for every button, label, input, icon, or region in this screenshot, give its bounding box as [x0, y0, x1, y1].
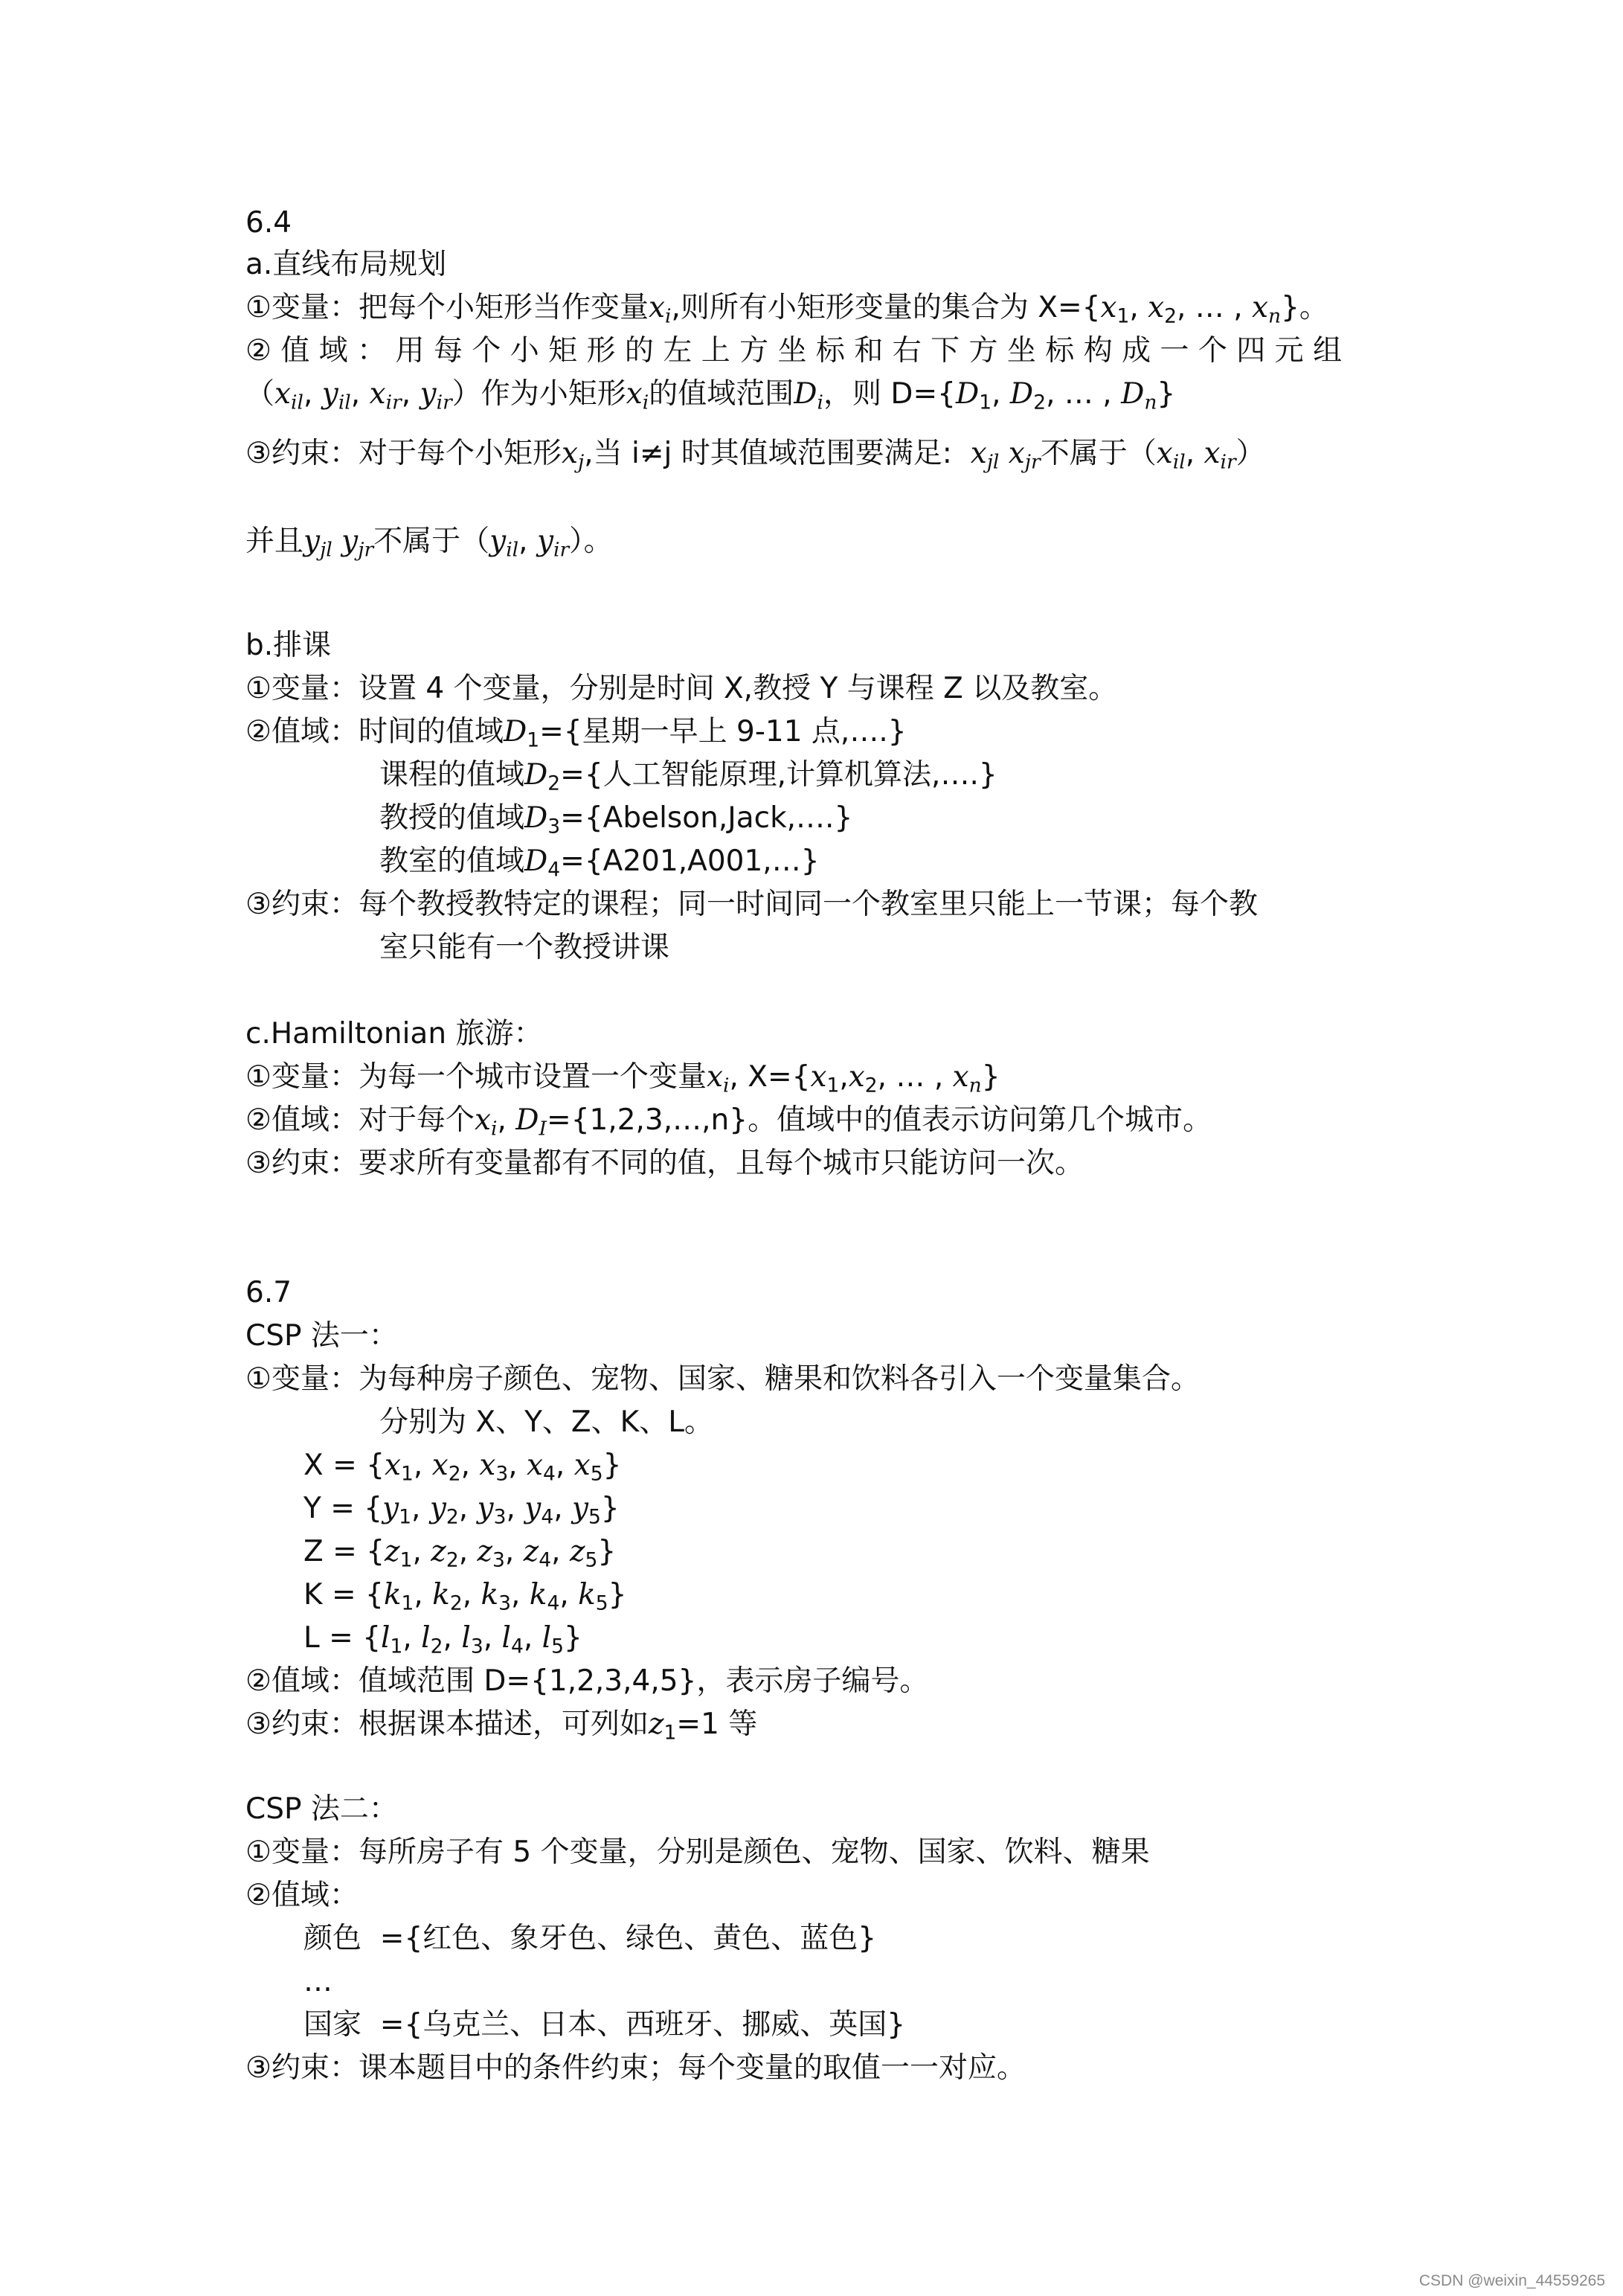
text-line: $L = \{l_1$, $l_2$, $l_3$, $l_4$, $l_5$}: [303, 1621, 582, 1658]
text-line: a.直线布局规划: [245, 248, 447, 281]
text-line: 6.7: [245, 1276, 292, 1309]
text-line: ②值域：: [245, 1879, 359, 1912]
text-line: 教授的值域$D_3=\{Abelson,Jack,\dots.\}$: [379, 801, 853, 838]
text-line: ①变量：把每个小矩形当作变量$x_i$,则所有小矩形变量的集合为 $X=\{x_1$, $x_2$, … , $x_n$}。: [245, 291, 1328, 328]
text-line: $Z = \{z_1$, $z_2$, $z_3$, $z_4$, $z_5$}: [303, 1535, 617, 1572]
text-line: 并且$y_{jl}$ $y_{jr}$不属于（$y_{il}$, $y_{ir}$）。: [245, 525, 613, 562]
text-line: $K = \{k_1$, $k_2$, $k_3$, $k_4$, $k_5$}: [303, 1578, 627, 1615]
text-line: 教室的值域$D_4=\{A201,A001,\dots\}$: [379, 844, 820, 882]
text-line: 颜色 ={红色、象牙色、绿色、黄色、蓝色}: [303, 1922, 877, 1955]
text-line: 课程的值域$D_2=${人工智能原理,计算机算法,….}: [379, 758, 997, 795]
text-line: b.排课: [245, 629, 332, 662]
text-line: 6.4: [245, 206, 292, 240]
text-line: ③约束：要求所有变量都有不同的值，且每个城市只能访问一次。: [245, 1147, 1084, 1180]
text-line: ①变量：为每一个城市设置一个变量$x_i$, $X=\{x_1,x_2$, … , $x_n$}: [245, 1060, 1000, 1097]
text-line: $Y = \{y_1$, $y_2$, $y_3$, $y_4$, $y_5$}: [303, 1492, 620, 1529]
text-line: 分别为 X、Y、Z、K、L。: [379, 1405, 713, 1439]
text-line: （$x_{il}$, $y_{il}$, $x_{ir}$, $y_{ir}$）作为小矩形$x_i$的值域范围$D_i$，则 $D=\{D_1$, $D_2$, … , $D_n$}: [245, 377, 1176, 414]
text-line: ①变量：为每种房子颜色、宠物、国家、糖果和饮料各引入一个变量集合。: [245, 1362, 1200, 1396]
text-line: CSP 法二：: [245, 1792, 398, 1826]
csdn-watermark: CSDN @weixin_44559265: [1418, 2272, 1605, 2289]
text-line: ③约束：根据课本描述，可列如$z_1=1$ 等: [245, 1707, 758, 1745]
text-line: c.Hamiltonian 旅游：: [245, 1017, 543, 1051]
text-line: ①变量：每所房子有 5 个变量，分别是颜色、宠物、国家、饮料、糖果: [245, 1835, 1150, 1869]
text-line: …: [303, 1965, 332, 1998]
text-line: 室只能有一个教授讲课: [379, 931, 670, 964]
text-line: ③约束：对于每个小矩形$x_j$,当 i≠j 时其值域范围要满足: $x_{jl}$ $x_{jr}$不属于（$x_{il}$, $x_{ir}$）: [245, 437, 1265, 474]
text-line: ② 值 域 ： 用 每 个 小 矩 形 的 左 上 方 坐 标 和 右 下 方 坐 标 构 成 一 个 四 元 组: [245, 334, 1343, 368]
text-line: CSP 法一：: [245, 1319, 398, 1353]
text-line: ①变量：设置 4 个变量，分别是时间 X,教授 Y 与课程 Z 以及教室。: [245, 672, 1118, 705]
text-line: ③约束：每个教授教特定的课程；同一时间同一个教室里只能上一节课；每个教: [245, 888, 1258, 921]
text-line: 国家 ={乌克兰、日本、西班牙、挪威、英国}: [303, 2008, 906, 2042]
text-line: ②值域：值域范围 D={1,2,3,4,5}，表示房子编号。: [245, 1664, 929, 1698]
text-line: ②值域：对于每个$x_i$, $D_I=\{1,2,3,\dots,n\}$。值域中的值表示访问第几个城市。: [245, 1103, 1212, 1141]
text-line: ③约束：课本题目中的条件约束；每个变量的取值一一对应。: [245, 2051, 1026, 2085]
text-line: $X = \{x_1$, $x_2$, $x_3$, $x_4$, $x_5$}: [303, 1449, 622, 1486]
text-line: ②值域：时间的值域$D_1=${星期一早上 9-11 点,….}: [245, 715, 907, 752]
